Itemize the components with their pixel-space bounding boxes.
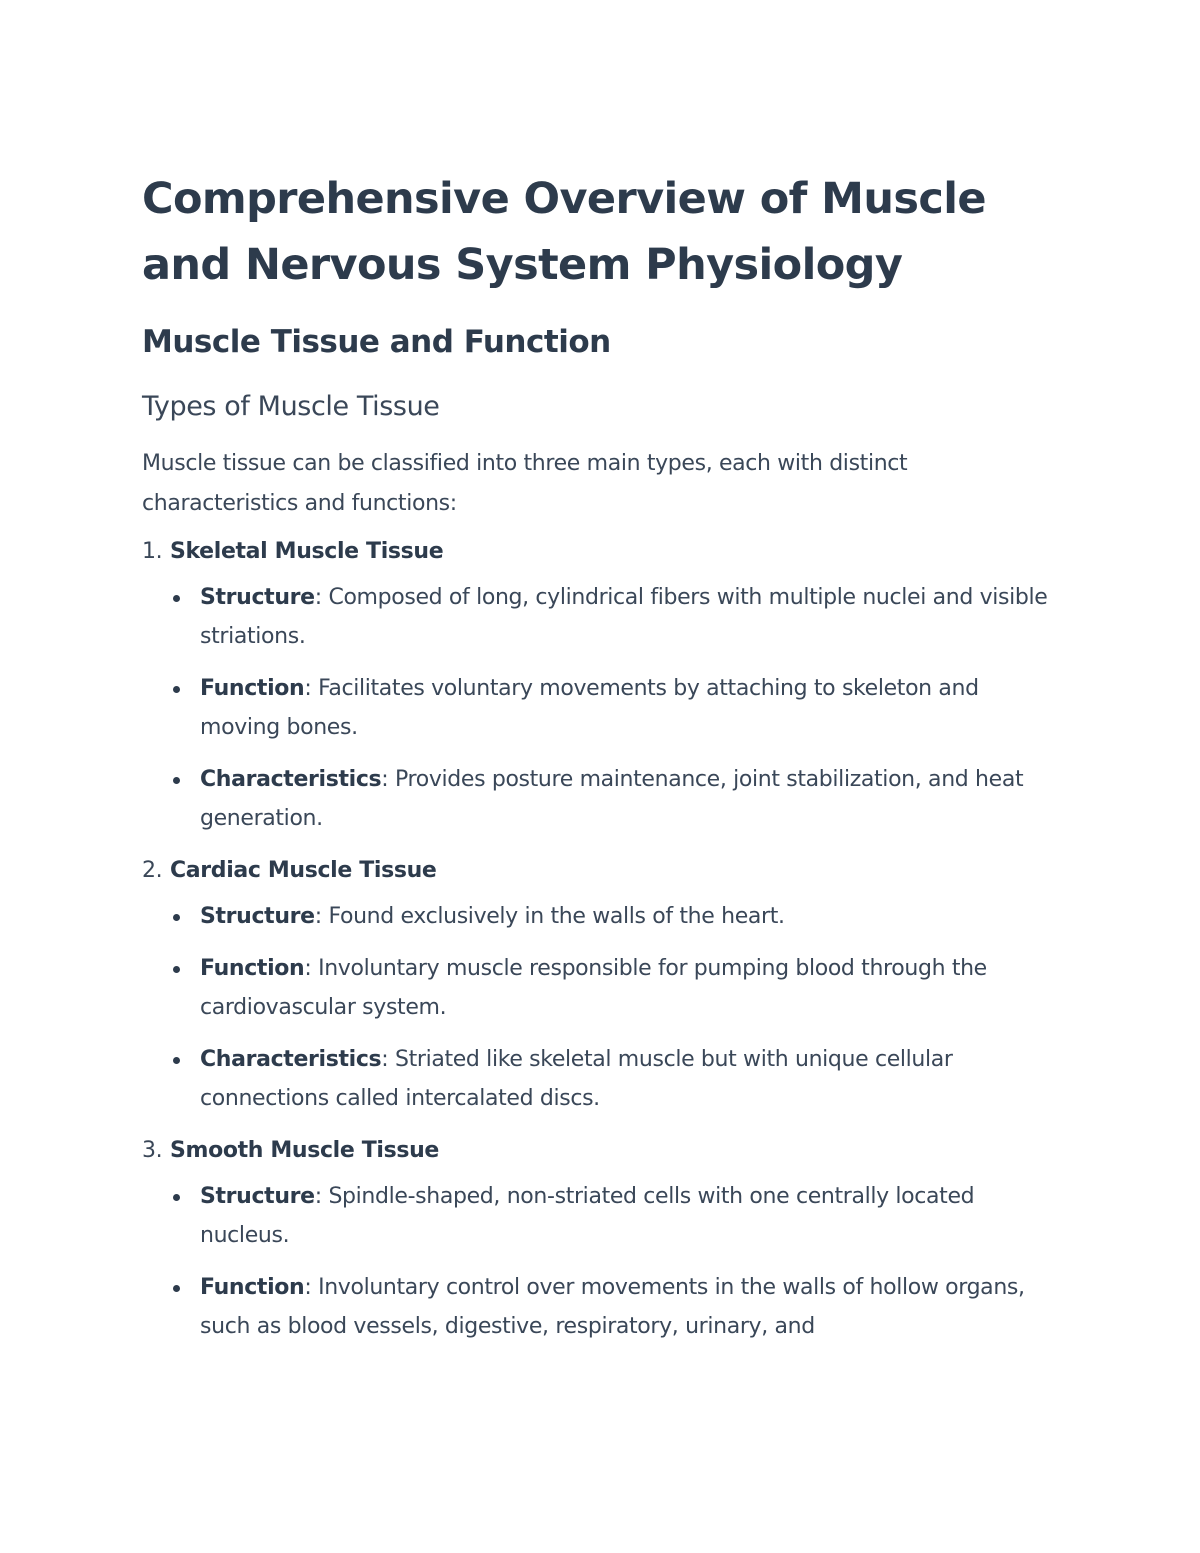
property-term: Structure [200, 1184, 315, 1209]
property-text: Composed of long, cylindrical fibers with multiple nuclei and visible striations. [200, 585, 1048, 649]
page-title: Comprehensive Overview of Muscle and Nervous System Physiology [142, 174, 986, 290]
property-item [142, 897, 1062, 936]
subsection-heading: Types of Muscle Tissue [142, 391, 440, 422]
muscle-type-name: Cardiac Muscle Tissue [170, 858, 437, 883]
property-text: Found exclusively in the walls of the heart. [328, 904, 785, 929]
property-term: Characteristics [200, 767, 382, 792]
property-text: Spindle-shaped, non-striated cells with one centrally located nucleus. [200, 1184, 975, 1248]
muscle-type-heading [142, 532, 1062, 572]
document-page [142, 166, 1062, 1359]
property-list [142, 1177, 1062, 1346]
property-term: Structure [200, 904, 315, 929]
term-colon: : [381, 1047, 395, 1072]
term-colon: : [314, 904, 329, 929]
property-text: Provides posture maintenance, joint stabilization, and heat generation. [200, 767, 1024, 831]
muscle-type-heading [142, 1131, 1062, 1171]
term-colon: : [314, 585, 329, 610]
bullet-icon [173, 595, 180, 602]
list-number: 1. [142, 539, 163, 564]
property-text: Involuntary muscle responsible for pumping blood through the cardiovascular system. [200, 956, 987, 1020]
property-item [142, 1177, 1062, 1255]
term-colon: : [304, 956, 319, 981]
bullet-icon [173, 1057, 180, 1064]
term-colon: : [304, 1275, 319, 1300]
property-item [142, 669, 1062, 747]
property-list [142, 578, 1062, 838]
property-term: Structure [200, 585, 315, 610]
property-list [142, 897, 1062, 1118]
muscle-type-heading [142, 851, 1062, 891]
property-text: Facilitates voluntary movements by attaching to skeleton and moving bones. [200, 676, 979, 740]
term-colon: : [314, 1184, 329, 1209]
term-colon: : [304, 676, 319, 701]
muscle-type-item [142, 532, 1062, 838]
property-term: Function [200, 676, 305, 701]
bullet-icon [173, 914, 180, 921]
intro-paragraph: Muscle tissue can be classified into three main types, each with distinct characteristics and functions: [142, 451, 908, 516]
muscle-types-list [142, 532, 1062, 1346]
list-number: 2. [142, 858, 163, 883]
bullet-icon [173, 966, 180, 973]
bullet-icon [173, 777, 180, 784]
list-number: 3. [142, 1138, 163, 1163]
property-item [142, 760, 1062, 838]
property-text: Involuntary control over movements in the walls of hollow organs, such as blood vessels, digestive, respiratory, urinary, and [200, 1275, 1025, 1339]
property-item [142, 1040, 1062, 1118]
bullet-icon [173, 1194, 180, 1201]
property-term: Function [200, 1275, 305, 1300]
muscle-type-name: Skeletal Muscle Tissue [170, 539, 444, 564]
property-text: Striated like skeletal muscle but with unique cellular connections called intercalated discs. [200, 1047, 953, 1111]
property-item [142, 1268, 1062, 1346]
property-term: Function [200, 956, 305, 981]
muscle-type-item [142, 1131, 1062, 1346]
bullet-icon [173, 1285, 180, 1292]
muscle-type-item [142, 851, 1062, 1118]
property-item [142, 949, 1062, 1027]
term-colon: : [381, 767, 395, 792]
property-term: Characteristics [200, 1047, 382, 1072]
property-item [142, 578, 1062, 656]
bullet-icon [173, 686, 180, 693]
section-heading: Muscle Tissue and Function [142, 324, 611, 360]
muscle-type-name: Smooth Muscle Tissue [170, 1138, 439, 1163]
